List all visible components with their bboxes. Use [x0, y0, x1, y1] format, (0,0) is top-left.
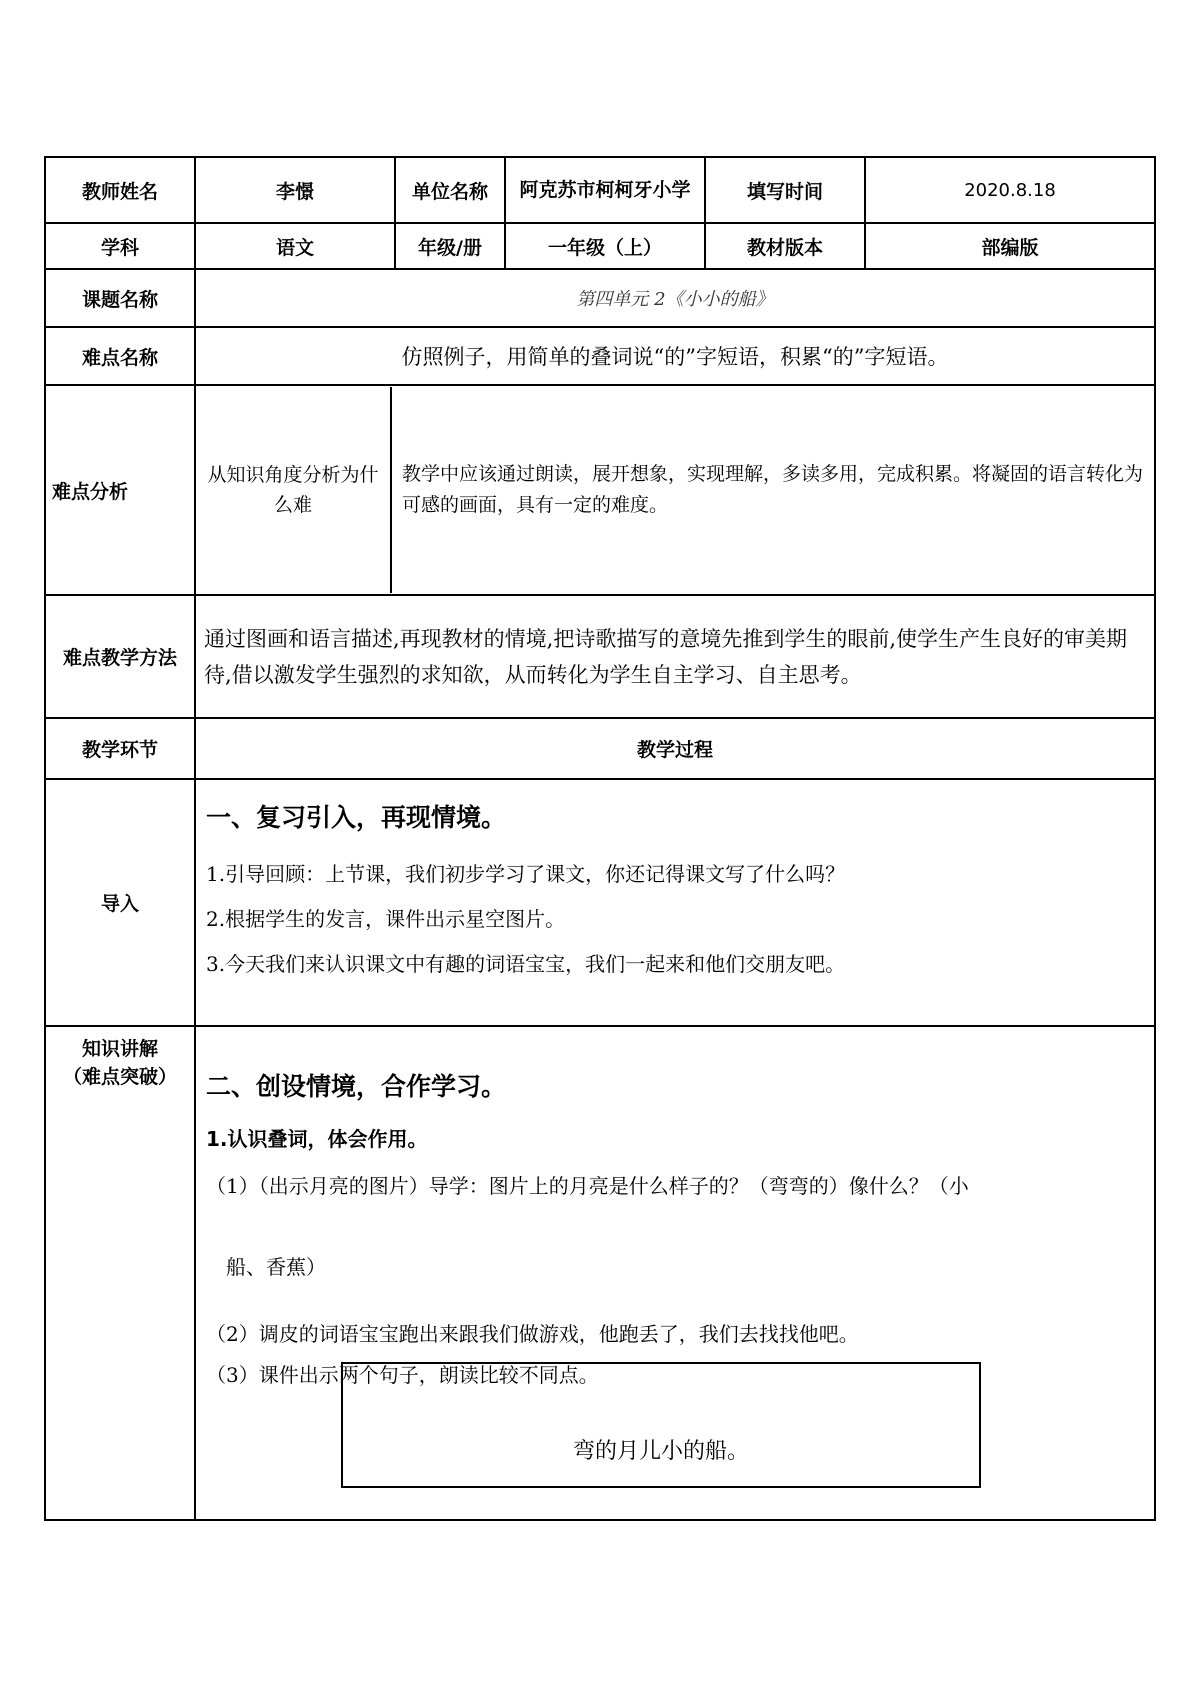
topic-row: [45, 269, 1155, 327]
lecture-heading: 二、创设情境，合作学习。: [206, 1072, 507, 1101]
lecture-item-1-continued: 船、香蕉）: [226, 1255, 326, 1279]
grade-value: 一年级（上）: [505, 223, 705, 269]
teacher-name-label: 教师姓名: [45, 157, 195, 223]
subject-label: 学科: [45, 223, 195, 269]
intro-item-1: 1.引导回顾：上节课，我们初步学习了课文，你还记得课文写了什么吗？: [206, 862, 846, 886]
stage-header: 教学环节: [45, 718, 195, 779]
lesson-plan-table: [44, 156, 1156, 1521]
process-header-row: [45, 718, 1155, 779]
info-row-1: [45, 157, 1155, 223]
method-value: 通过图画和语言描述,再现教材的情境,把诗歌描写的意境先推到学生的眼前,使学生产生良好的审美期待,借以激发学生强烈的求知欲，从而转化为学生自主学习、自主思考。: [195, 595, 1155, 718]
analysis-row: [45, 385, 1155, 595]
topic-label: 课题名称: [45, 269, 195, 327]
lecture-row: [45, 1026, 1155, 1520]
subject-value: 语文: [195, 223, 395, 269]
edition-label: 教材版本: [705, 223, 865, 269]
intro-item-3: 3.今天我们来认识课文中有趣的词语宝宝，我们一起来和他们交朋友吧。: [206, 952, 846, 976]
analysis-sub-label: 从知识角度分析为什么难: [196, 387, 392, 593]
method-row: [45, 595, 1155, 718]
edition-value: 部编版: [865, 223, 1155, 269]
info-row-2: [45, 223, 1155, 269]
analysis-text: 教学中应该通过朗读，展开想象，实现理解，多读多用，完成积累。将凝固的语言转化为可感的画面，具有一定的难度。: [402, 463, 1144, 516]
difficulty-label: 难点名称: [45, 327, 195, 385]
method-label: 难点教学方法: [45, 595, 195, 718]
intro-label: 导入: [45, 779, 195, 1026]
fill-time-label: 填写时间: [705, 157, 865, 223]
intro-row: [45, 779, 1155, 1026]
unit-name-label: 单位名称: [395, 157, 505, 223]
lecture-item-2: （2）调皮的词语宝宝跑出来跟我们做游戏，他跑丢了，我们去找找他吧。: [206, 1322, 859, 1346]
lesson-plan-sheet: [44, 156, 1154, 1521]
example-sentence: 弯的月儿小的船。: [572, 1439, 749, 1464]
topic-value: 第四单元 2《小小的船》: [195, 269, 1155, 327]
fill-time-value: 2020.8.18: [865, 157, 1155, 223]
sentence-box: [341, 1362, 981, 1488]
lecture-label-line-1: 知识讲解: [81, 1038, 158, 1060]
intro-heading: 一、复习引入，再现情境。: [206, 803, 507, 832]
difficulty-value: 仿照例子，用简单的叠词说“的”字短语，积累“的”字短语。: [195, 327, 1155, 385]
lecture-label-line-2: （难点突破）: [62, 1066, 177, 1088]
teacher-name-value: 李憬: [195, 157, 395, 223]
intro-content: [195, 779, 1155, 1026]
intro-item-2: 2.根据学生的发言，课件出示星空图片。: [206, 907, 566, 931]
grade-label: 年级/册: [395, 223, 505, 269]
lecture-sub-heading: 1.认识叠词，体会作用。: [206, 1127, 428, 1151]
difficulty-row: [45, 327, 1155, 385]
lecture-content: [195, 1026, 1155, 1520]
lecture-item-3: （3）课件出示两个句子，朗读比较不同点。: [206, 1363, 599, 1387]
analysis-label: 难点分析: [45, 385, 195, 595]
unit-name-value: 阿克苏市柯柯牙小学: [505, 157, 705, 223]
lecture-label-cell: [45, 1026, 195, 1520]
lecture-item-1: （1）（出示月亮的图片）导学：图片上的月亮是什么样子的？（弯弯的）像什么？（小: [206, 1174, 969, 1198]
analysis-cell: [195, 385, 1155, 595]
process-header: 教学过程: [195, 718, 1155, 779]
